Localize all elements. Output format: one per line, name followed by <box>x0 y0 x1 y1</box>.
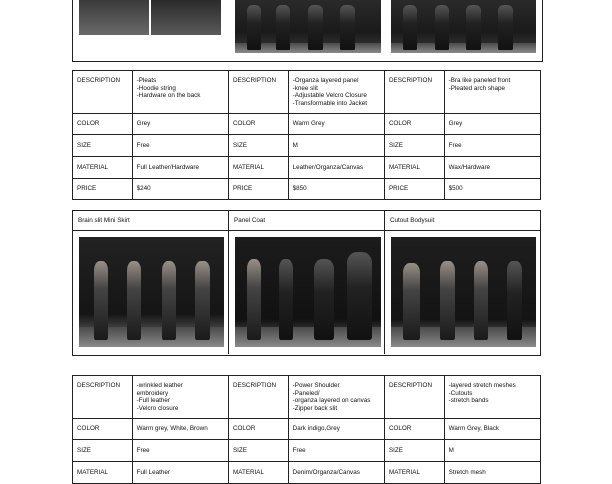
label-size: SIZE <box>228 440 288 462</box>
color-value: Grey <box>444 114 540 135</box>
label-size: SIZE <box>384 135 444 157</box>
spec-table-2 <box>72 375 541 484</box>
material-value: Stretch mesh <box>444 462 540 484</box>
label-size: SIZE <box>384 440 444 462</box>
label-price: PRICE <box>384 179 444 200</box>
color-value: Warm grey, White, Brown <box>132 419 228 440</box>
size-value: Free <box>132 135 228 157</box>
label-price: PRICE <box>228 179 288 200</box>
description-value: -wrinkled leather embroidery -Full leather -Velcro closure <box>132 376 228 419</box>
product-title: Brain slit Mini Skirt <box>73 211 229 230</box>
label-material: MATERIAL <box>73 157 133 179</box>
description-value: -Bra like paneled front -Pleated arch shape <box>444 71 540 114</box>
label-material: MATERIAL <box>228 157 288 179</box>
product-photo-panel-coat <box>235 237 381 347</box>
spec-table-1 <box>72 70 541 200</box>
label-description: DESCRIPTION <box>384 376 444 419</box>
top-photo-1b <box>151 0 221 35</box>
color-value: Grey <box>132 114 228 135</box>
product-title-row <box>72 210 541 231</box>
product-title: Panel Coat <box>229 211 385 230</box>
color-value: Dark indigo,Grey <box>288 419 384 440</box>
label-size: SIZE <box>73 440 133 462</box>
top-photo-3 <box>391 0 536 53</box>
label-material: MATERIAL <box>228 462 288 484</box>
label-description: DESCRIPTION <box>73 376 133 419</box>
material-value: Wax/Hardware <box>444 157 540 179</box>
size-value: Free <box>288 440 384 462</box>
label-description: DESCRIPTION <box>73 71 133 114</box>
label-color: COLOR <box>73 419 133 440</box>
size-value: Free <box>132 440 228 462</box>
top-photo-2 <box>235 0 381 53</box>
label-color: COLOR <box>228 419 288 440</box>
label-material: MATERIAL <box>384 462 444 484</box>
product-photo-mini-skirt <box>79 237 224 347</box>
description-value: -layered stretch meshes -Cutouts -stretch bands <box>444 376 540 419</box>
description-value: -Organza layered panel -knee slit -Adjustable Velcro Closure -Transformable into Jacket <box>288 71 384 114</box>
label-color: COLOR <box>384 419 444 440</box>
label-description: DESCRIPTION <box>384 71 444 114</box>
label-size: SIZE <box>228 135 288 157</box>
material-value: Denim/Organza/Canvas <box>288 462 384 484</box>
material-value: Full Leather <box>132 462 228 484</box>
label-material: MATERIAL <box>384 157 444 179</box>
label-material: MATERIAL <box>73 462 133 484</box>
size-value: M <box>288 135 384 157</box>
description-value: -Pleats -Hoodie string -Hardware on the back <box>132 71 228 114</box>
price-value: $500 <box>444 179 540 200</box>
material-value: Full Leather/Hardware <box>132 157 228 179</box>
label-description: DESCRIPTION <box>228 71 288 114</box>
size-value: M <box>444 440 540 462</box>
color-value: Warm Grey, Black <box>444 419 540 440</box>
label-size: SIZE <box>73 135 133 157</box>
product-photo-cutout-bodysuit <box>391 237 536 347</box>
material-value: Leather/Organza/Canvas <box>288 157 384 179</box>
size-value: Free <box>444 135 540 157</box>
product-title: Cutout Bodysuit <box>390 217 435 224</box>
description-value: -Power Shoulder -Paneled/ -organza layered on canvas -Zipper back slit <box>288 376 384 419</box>
label-description: DESCRIPTION <box>228 376 288 419</box>
color-value: Warm Grey <box>288 114 384 135</box>
price-value: $850 <box>288 179 384 200</box>
label-price: PRICE <box>73 179 133 200</box>
price-value: $240 <box>132 179 228 200</box>
label-color: COLOR <box>73 114 133 135</box>
label-color: COLOR <box>228 114 288 135</box>
label-color: COLOR <box>384 114 444 135</box>
top-photo-1a <box>79 0 149 35</box>
